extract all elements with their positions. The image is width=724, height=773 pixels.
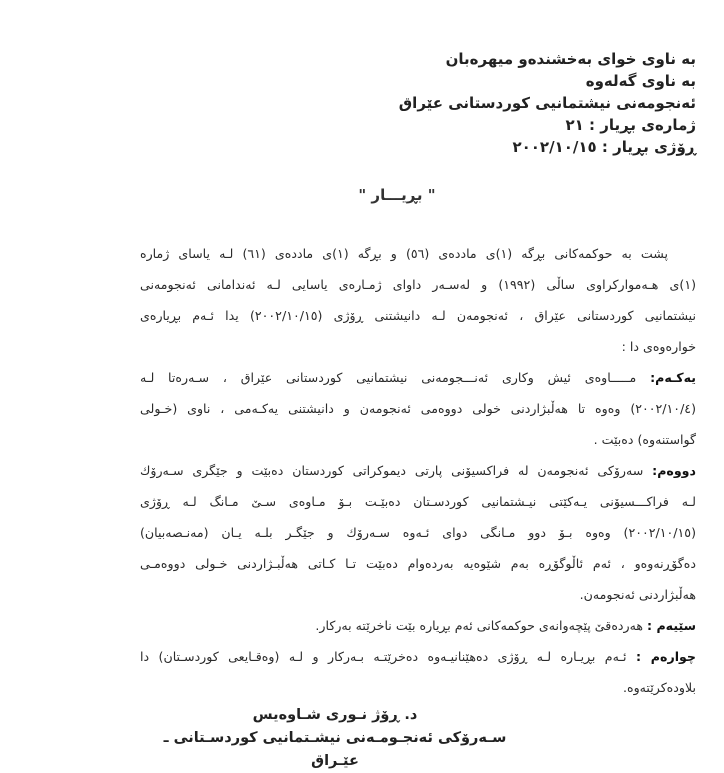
item-label-fourth: چوارەم : — [635, 649, 696, 664]
item-line: هەڵبژاردنی ئەنجومەن. — [579, 587, 696, 602]
item-line: گواستنەوە) دەبێت . — [593, 432, 696, 447]
item-text: هەردەقێ پێچەوانەی حوکمەکانی ئەم بڕیارە بێت ناخرێتە بەرکار. — [315, 618, 644, 633]
decision-number: ژمارەی بڕیار : ٢١ — [565, 116, 696, 134]
basmala-line: بە ناوی خوای بەخشندەو میهرەبان — [445, 50, 696, 68]
item-line: بلاودەکرێتەوە. — [623, 680, 696, 695]
item-text: مـــــاوەی ئیش وکاری ئەنـــجومەنی نیشتمانیی کوردستانی عێراق ، سـەرەتا لـە — [140, 370, 637, 385]
item-label-second: دووەم: — [652, 463, 696, 478]
document-body — [140, 238, 696, 703]
item-second-line — [140, 455, 696, 486]
preamble-line: نیشتمانیی کوردستانی عێراق ، ئەنجومەن لـە دانیشتنی ڕۆژی (٢٠٠٢/١٠/١٥) یدا ئـەم بڕیارەی — [140, 308, 696, 323]
preamble-line: پشت بە حوکمەکانی بڕگە (١)ی ماددەی (٥٦) و بڕگە (١)ی ماددەی (٦١) لـە یاسای ژمارە — [140, 246, 668, 261]
item-text: ئـەم بڕیـارە لـە ڕۆژی دەهێنانیـەوە دەخرێتـە بـەرکار و لـە (وەقـایعی کوردسـتان) دا — [140, 649, 627, 664]
item-line: (٢٠٠٢/١٠/٤) وەوە تا هەڵبژاردنی خولی دووەمی ئەنجومەن و دانیشتنی یەکـەمی ، ناوی (خـولی — [140, 401, 696, 416]
item-line: دەگۆڕنەوەو ، ئەم ئاڵوگۆڕە بەم شێوەیە بەردەوام دەبێت تـا کـاتی هەڵبـژاردنی خـولی دووەمـی — [140, 556, 696, 571]
item-first-line — [140, 362, 696, 393]
item-text: سەرۆکی ئەنجومەن لە فراکسیۆنی پارتی دیموکراتی کوردستان دەبێت و جێگری سـەرۆك — [140, 463, 644, 478]
signature-block — [150, 704, 520, 773]
signatory-name: د. ڕۆژ نـوری شـاوەیس — [252, 707, 418, 723]
signatory-position: سـەرۆکی ئەنجـومـەنی نیشـتمانیی کوردسـتانی ـ عێـراق — [163, 730, 507, 769]
item-label-first: یەکـەم: — [650, 370, 696, 385]
item-label-third: سێیەم : — [647, 618, 696, 633]
preamble-line: (١)ی هـەموارکراوی ساڵی (١٩٩٢) و لەسـەر داوای ژمـارەی یاسایی لـە ئەندامانی ئەنجومەنی — [140, 277, 696, 292]
preamble-line: خوارەوەی دا : — [621, 339, 696, 354]
item-third-line — [140, 610, 696, 641]
institution-name: ئەنجومەنی نیشتمانیی کوردستانی عێراق — [398, 94, 696, 112]
decision-date: ڕۆژی بڕیار : ٢٠٠٢/١٠/١٥ — [512, 138, 696, 156]
document-header — [336, 48, 696, 158]
item-line: لـە فراکـــسیۆنی یـەکێتی نیـشتمانیی کوردسـتان دەبێـت بـۆ مـاوەی سـێ مـانگ لـە ڕۆژی — [140, 494, 696, 509]
item-fourth-line — [140, 641, 696, 672]
item-line: (٢٠٠٢/١٠/١٥) وەوە بـۆ دوو مـانگی دوای ئـەوە سـەرۆك و جێگـر بلـە یـان (مەنـصەبیان) — [140, 525, 696, 540]
document-title: " بڕیـــار " — [358, 186, 436, 204]
people-name-line: بە ناوی گەلەوە — [585, 72, 696, 90]
